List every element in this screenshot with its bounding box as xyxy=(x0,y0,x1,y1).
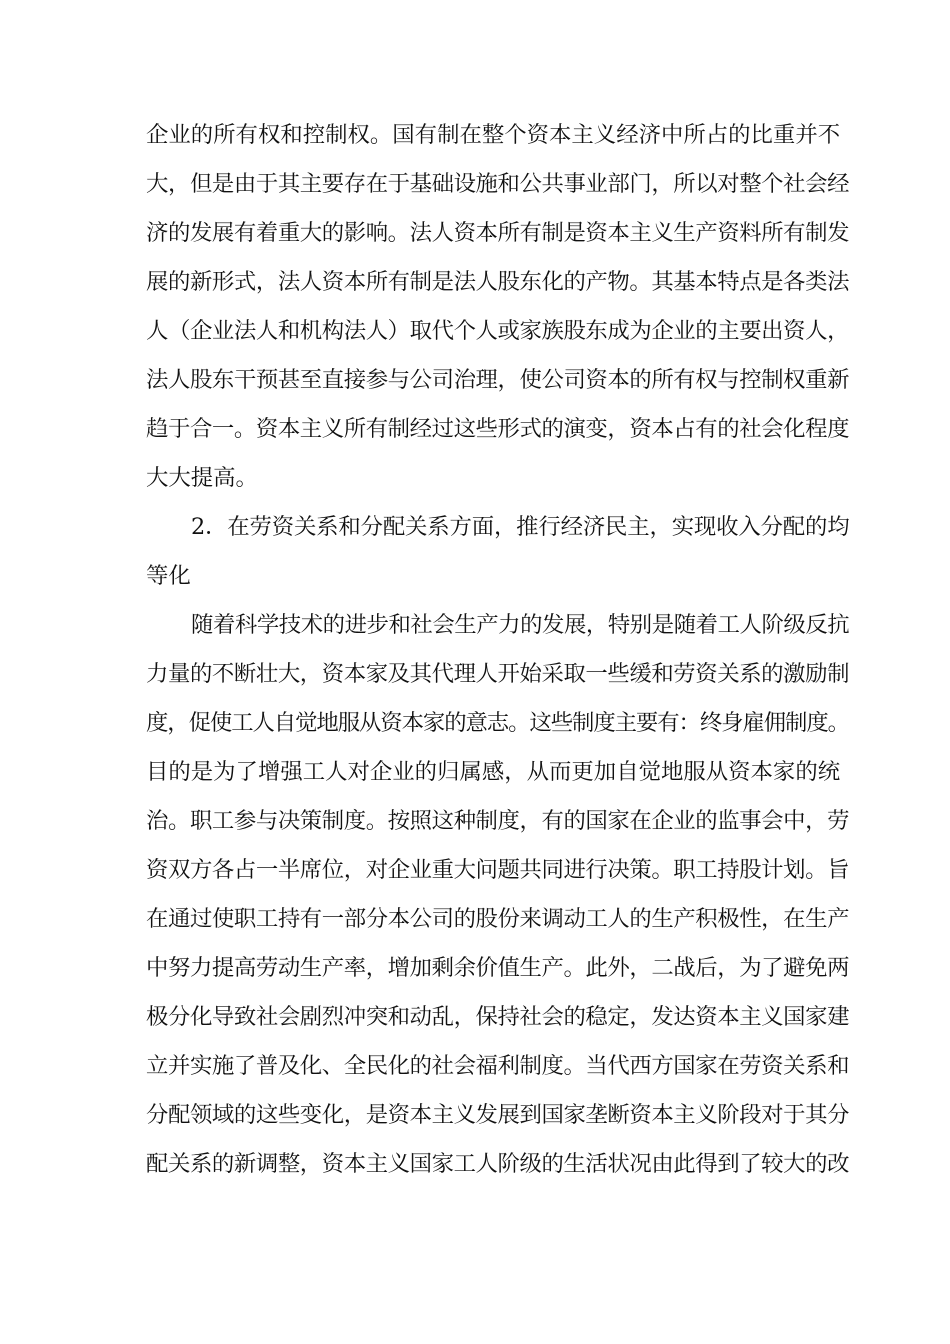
section-heading-line: 等化 xyxy=(146,563,191,589)
text-line: 治。职工参与决策制度。按照这种制度，有的国家在企业的监事会中，劳 xyxy=(146,808,850,834)
text-line: 中努力提高劳动生产率，增加剩余价值生产。此外，二战后，为了避免两 xyxy=(146,955,850,981)
text-line: 立并实施了普及化、全民化的社会福利制度。当代西方国家在劳资关系和 xyxy=(146,1053,850,1079)
text-line: 极分化导致社会剧烈冲突和动乱，保持社会的稳定，发达资本主义国家建 xyxy=(146,1004,850,1030)
text-line: 大，但是由于其主要存在于基础设施和公共事业部门，所以对整个社会经 xyxy=(146,171,850,197)
text-line: 大大提高。 xyxy=(146,465,258,491)
text-line: 在通过使职工持有一部分本公司的股份来调动工人的生产积极性，在生产 xyxy=(146,906,850,932)
text-line: 人（企业法人和机构法人）取代个人或家族股东成为企业的主要出资人， xyxy=(146,318,850,344)
text-line: 随着科学技术的进步和社会生产力的发展，特别是随着工人阶级反抗 xyxy=(191,612,850,638)
text-line: 配关系的新调整，资本主义国家工人阶级的生活状况由此得到了较大的改 xyxy=(146,1151,850,1177)
text-line: 力量的不断壮大，资本家及其代理人开始采取一些缓和劳资关系的激励制 xyxy=(146,661,850,687)
text-line: 趋于合一。资本主义所有制经过这些形式的演变，资本占有的社会化程度 xyxy=(146,416,850,442)
text-line: 资双方各占一半席位，对企业重大问题共同进行决策。职工持股计划。旨 xyxy=(146,857,850,883)
text-line: 度，促使工人自觉地服从资本家的意志。这些制度主要有：终身雇佣制度。 xyxy=(146,710,849,736)
text-line: 目的是为了增强工人对企业的归属感，从而更加自觉地服从资本家的统 xyxy=(146,759,841,785)
text-line: 分配领域的这些变化，是资本主义发展到国家垄断资本主义阶段对于其分 xyxy=(146,1102,850,1128)
section-heading-line: 2．在劳资关系和分配关系方面，推行经济民主，实现收入分配的均 xyxy=(191,514,850,540)
text-line: 展的新形式，法人资本所有制是法人股东化的产物。其基本特点是各类法 xyxy=(146,269,850,295)
text-line: 法人股东干预甚至直接参与公司治理，使公司资本的所有权与控制权重新 xyxy=(146,367,850,393)
text-line: 企业的所有权和控制权。国有制在整个资本主义经济中所占的比重并不 xyxy=(146,122,841,148)
text-line: 济的发展有着重大的影响。法人资本所有制是资本主义生产资料所有制发 xyxy=(146,220,850,246)
